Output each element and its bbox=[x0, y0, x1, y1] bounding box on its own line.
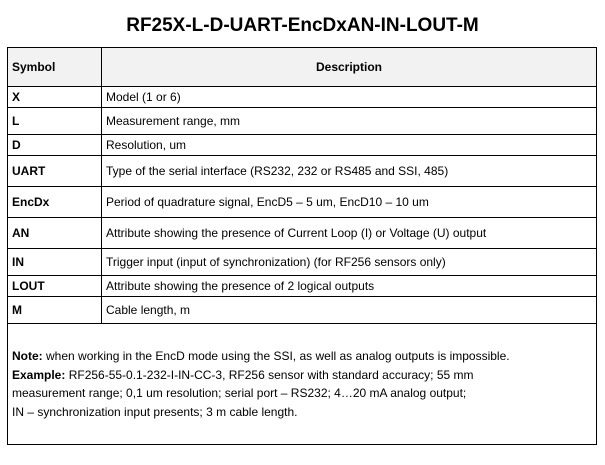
table-row bbox=[8, 87, 597, 108]
row-symbol: AN bbox=[8, 218, 102, 249]
table-header-row bbox=[8, 48, 597, 87]
row-description: Measurement range, mm bbox=[102, 108, 597, 135]
example-line-3: IN – synchronization input presents; 3 m cable length. bbox=[12, 404, 298, 419]
row-symbol: UART bbox=[8, 156, 102, 187]
row-symbol: M bbox=[8, 297, 102, 324]
row-description: Period of quadrature signal, EncD5 – 5 um, EncD10 – 10 um bbox=[102, 187, 597, 218]
table-row bbox=[8, 187, 597, 218]
example-line-2: measurement range; 0,1 um resolution; serial port – RS232; 4…20 mA analog output; bbox=[12, 386, 467, 400]
row-description: Model (1 or 6) bbox=[102, 87, 597, 108]
row-description: Attribute showing the presence of Current Loop (I) or Voltage (U) output bbox=[102, 218, 597, 249]
table-row bbox=[8, 135, 597, 156]
note-text: when working in the EncD mode using the SSI, as well as analog outputs is impossible. bbox=[42, 349, 510, 363]
row-symbol: EncDx bbox=[8, 187, 102, 218]
row-symbol: LOUT bbox=[8, 276, 102, 297]
table-row bbox=[8, 249, 597, 276]
note-paragraph bbox=[12, 347, 592, 366]
row-description: Attribute showing the presence of 2 logical outputs bbox=[102, 276, 597, 297]
row-symbol: L bbox=[8, 108, 102, 135]
table-row bbox=[8, 276, 597, 297]
row-description: Cable length, m bbox=[102, 297, 597, 324]
note-label: Note: bbox=[12, 349, 43, 363]
table-row bbox=[8, 218, 597, 249]
row-symbol: IN bbox=[8, 249, 102, 276]
table-row bbox=[8, 297, 597, 324]
column-header-description: Description bbox=[102, 48, 597, 87]
notes-row bbox=[8, 324, 597, 445]
spec-table bbox=[7, 47, 597, 445]
table-row bbox=[8, 108, 597, 135]
table-row bbox=[8, 156, 597, 187]
row-description: Type of the serial interface (RS232, 232 or RS485 and SSI, 485) bbox=[102, 156, 597, 187]
notes-cell bbox=[8, 324, 597, 445]
example-label: Example: bbox=[12, 367, 66, 382]
example-line-1: RF256-55-0.1-232-I-IN-CC-3, RF256 sensor with standard accuracy; 55 mm bbox=[65, 367, 474, 382]
row-symbol: D bbox=[8, 135, 102, 156]
row-description: Trigger input (input of synchronization) (for RF256 sensors only) bbox=[102, 249, 597, 276]
row-symbol: X bbox=[8, 87, 102, 108]
page-title: RF25X-L-D-UART-EncDxAN-IN-LOUT-M bbox=[126, 15, 479, 36]
row-description: Resolution, um bbox=[102, 135, 597, 156]
example-paragraph bbox=[12, 366, 592, 422]
column-header-symbol: Symbol bbox=[8, 48, 102, 87]
